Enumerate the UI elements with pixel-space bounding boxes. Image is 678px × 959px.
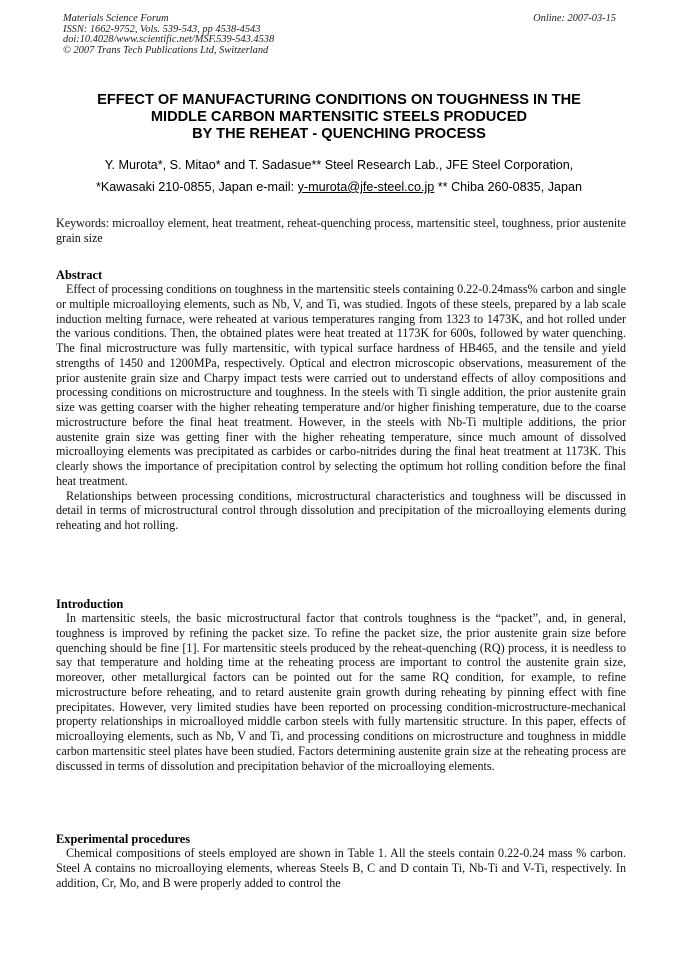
keywords xyxy=(56,216,626,246)
abstract-paragraph-1: Effect of processing conditions on toughness in the martensitic steels containing 0.22-0.24mass% carbon and single or multiple microalloying elements, such as Nb, V, and Ti, was studied. Ingots of these steels, prepared by a lab scale induction melting furnace, were reheated at various temperatures ranging from 1323 to 1473K, and hot rolled under the various conditions. Then, the obtained plates were heat treated at 1173K for 600s, followed by water quenching. The final microstructure was fully martensitic, with typical surface hardness of HB465, and the tensile and yield strengths of 1450 and 1200MPa, respectively. Optical and electron microscopic observations, measurement of the prior austenite grain size and Charpy impact tests were carried out to understand effects of alloy compositions and processing conditions on microstructure and toughness. In the steels with Ti single addition, the prior austenite grain size was getting coarser with the higher reheating temperature and/or higher finishing temperature, due to the coarse microstructure before the final heat treatment. However, in the steels with Nb-Ti multiple additions, the prior austenite grain size was getting finer with the higher reheating temperature, since much amount of dissolved microalloying elements was precipitated as carbides or carbo-nitrides during the final heat treatment at 1173K. This clearly shows the importance of precipitation control by selecting the optimum hot rolling condition before the final heat treatment. xyxy=(56,282,627,488)
affiliation-chiba: ** Chiba 260-0835, Japan xyxy=(434,180,583,194)
doi-line: doi:10.4028/www.scientific.net/MSF.539-543.4538 xyxy=(63,34,275,46)
introduction-paragraph-1: In martensitic steels, the basic microstructural factor that controls toughness is the “packet”, and, in general, toughness is improved by refining the packet size. To refine the packet size, the prior austenite grain size before quenching should be fine [1]. For martensitic steels produced by the reheat-quenching (RQ) process, it is needless to say that temperature and holding time at the reheating process are important to control the austenite grain size, moreover, other metallurgical factors can be pointed out for the same RQ condition, for example, to refine microstructure before reheating, and to retard austenite grain growth during reheating by pinning effect with fine precipitates. However, very limited studies have been reported on processing condition-microstructure-mechanical property relationships in microalloyed middle carbon steels with fully martensitic structure. In this paper, effects of microalloying elements, such as Nb, V and Ti, and processing conditions on microstructure and toughness in middle carbon martensitic steel plates have been studied. Factors determining austenite grain size at the reheating process are discussed in terms of dissolution and precipitation behavior of the microalloying elements. xyxy=(56,611,626,773)
affiliation-kawasaki: *Kawasaki 210-0855, Japan e-mail: xyxy=(95,180,298,194)
experimental-heading: Experimental procedures xyxy=(56,832,191,846)
experimental-paragraph-1: Chemical compositions of steels employed are shown in Table 1. All the steels contain 0.22-0.24 mass % carbon. Steel A contains no microalloying elements, whereas Steels B, C and D contain Ti, Nb-Ti and V-Ti, respectively. In addition, Cr, Mo, and B were properly added to control the xyxy=(56,846,626,890)
title-line-2: MIDDLE CARBON MARTENSITIC STEELS PRODUCED xyxy=(150,109,528,126)
journal-name: Materials Science Forum xyxy=(63,13,169,24)
experimental-body xyxy=(56,846,626,890)
introduction-body xyxy=(56,611,626,773)
title-line-1: EFFECT OF MANUFACTURING CONDITIONS ON TOUGHNESS IN THE xyxy=(97,92,581,108)
abstract-paragraph-2: Relationships between processing conditions, microstructural characteristics and toughness will be discussed in detail in terms of microstructural control through dissolution and precipitation of the microalloying elements during reheating and hot rolling. xyxy=(56,488,626,532)
paper-title xyxy=(40,92,638,144)
abstract-heading: Abstract xyxy=(56,268,103,282)
abstract-body xyxy=(56,282,626,533)
copyright-line: © 2007 Trans Tech Publications Ltd, Switzerland xyxy=(63,44,269,56)
journal-header xyxy=(63,14,274,56)
author-block xyxy=(40,154,638,198)
issn-line: ISSN: 1662-9752, Vols. 539-543, pp 4538-4543 xyxy=(63,23,261,35)
keywords-text: Keywords: microalloy element, heat treatment, reheat-quenching process, martensitic steel, toughness, prior austenite grain size xyxy=(56,216,626,245)
title-line-3: BY THE REHEAT - QUENCHING PROCESS xyxy=(192,126,486,143)
online-date: Online: 2007-03-15 xyxy=(533,13,616,24)
affiliation-line xyxy=(40,176,638,198)
introduction-heading: Introduction xyxy=(56,597,124,611)
authors-line: Y. Murota*, S. Mitao* and T. Sadasue** Steel Research Lab., JFE Steel Corporation, xyxy=(104,158,574,172)
email-link[interactable]: y-murota@jfe-steel.co.jp xyxy=(297,180,435,194)
